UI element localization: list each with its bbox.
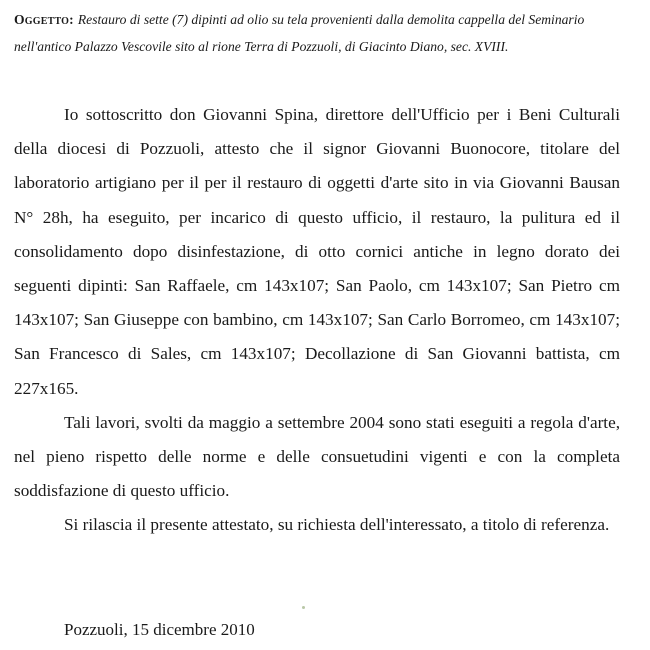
speck-mark xyxy=(302,606,305,609)
subject-line xyxy=(14,6,640,60)
subject-text: Restauro di sette (7) dipinti ad olio su tela provenienti dalla demolita cappella del Seminario nell'antico Palazzo Vescovile sito al rione Terra di Pozzuoli, di Giacinto Diano, sec. XVIII. xyxy=(14,12,585,54)
attestation-body xyxy=(14,98,620,543)
paragraph-works: Tali lavori, svolti da maggio a settembre 2004 sono stati eseguiti a regola d'arte, nel pieno rispetto delle norme e delle consuetudini vigenti e con la completa soddisfazione di questo ufficio. xyxy=(14,412,620,501)
subject-label: Oggetto: xyxy=(14,12,74,27)
place-date: Pozzuoli, 15 dicembre 2010 xyxy=(64,620,255,639)
paragraph-release: Si rilascia il presente attestato, su richiesta dell'interessato, a titolo di referenza. xyxy=(64,515,610,535)
paragraph-attestation: Io sottoscritto don Giovanni Spina, direttore dell'Ufficio per i Beni Culturali della diocesi di Pozzuoli, attesto che il signor Giovanni Buonocore, titolare del laboratorio artigiano per il per il restauro di oggetti d'arte sito in via Giovanni Bausan N° 28h, ha eseguito, per incarico di questo ufficio, il restauro, la pulitura ed il consolidamento dopo disinfestazione, di otto cornici antiche in legno dorato dei seguenti dipinti: San Raffaele, cm 143x107; San Paolo, cm 143x107; San Pietro cm 143x107; San Giuseppe con bambino, cm 143x107; San Carlo Borromeo, cm 143x107; San Francesco di Sales, cm 143x107; Decollazione di San Giovanni battista, cm 227x165. xyxy=(14,105,620,398)
